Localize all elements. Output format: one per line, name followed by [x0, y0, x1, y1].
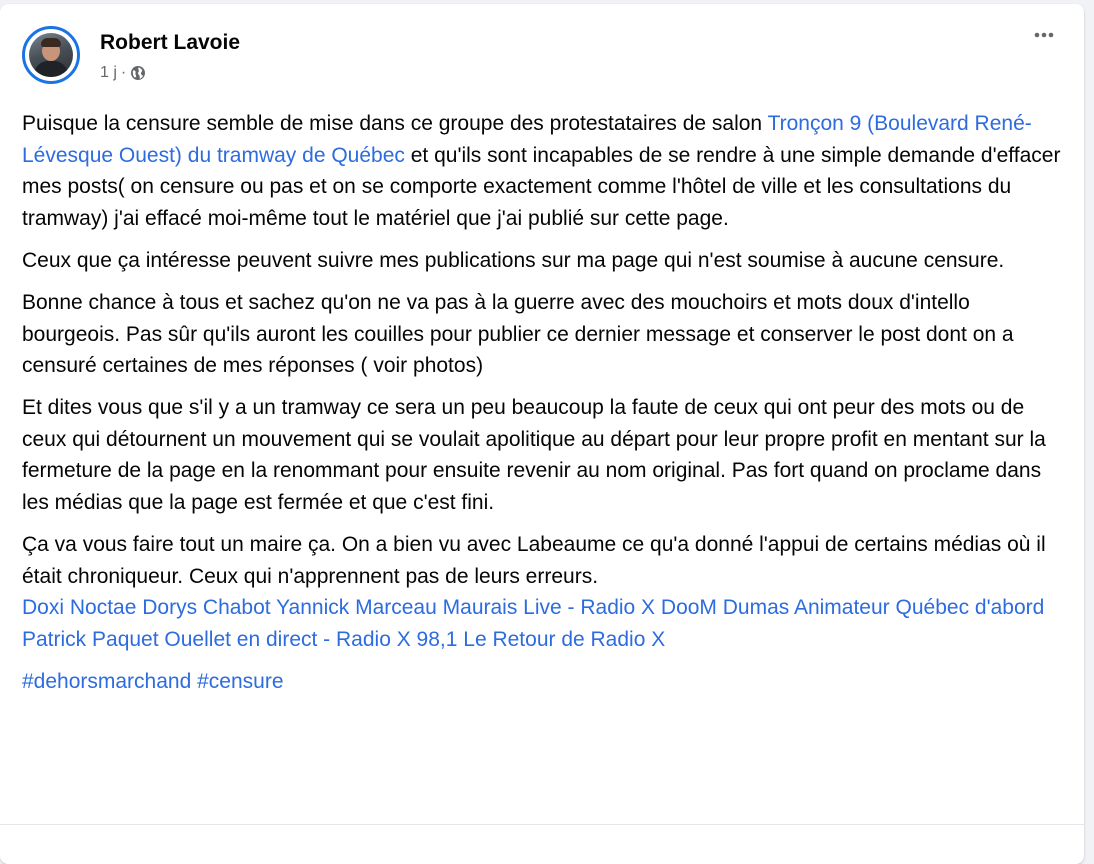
- mention-link[interactable]: Le Retour de Radio X: [463, 627, 666, 651]
- hashtag-link[interactable]: #dehorsmarchand: [22, 670, 192, 693]
- mention-link[interactable]: Dorys Chabot: [142, 596, 271, 620]
- post-header: [22, 26, 1062, 90]
- post-body: [22, 108, 1062, 708]
- author-name[interactable]: Robert Lavoie: [100, 31, 241, 54]
- mention-link[interactable]: Maurais Live - Radio X: [442, 596, 656, 620]
- paragraph-4: Et dites vous que s'il y a un tramway ce sera un peu beaucoup la faute de ceux qui ont peur des mots ou de ceux qui détournent un mouvement qui se voulait apolitique au départ pour leur propre profit en mentant sur la fermeture de la page en la renommant pour ensuite revenir au nom original. Pas fort quand on proclame dans les médias que la page est fermée et que c'est fini.: [22, 396, 1046, 515]
- post-meta: [100, 63, 146, 83]
- mention-link[interactable]: DooM Dumas Animateur: [660, 596, 890, 620]
- mention-link[interactable]: Ouellet en direct - Radio X 98,1: [164, 627, 458, 651]
- hashtag-link[interactable]: #censure: [197, 670, 284, 693]
- more-options-button[interactable]: [1026, 22, 1062, 48]
- more-horizontal-icon: [1034, 32, 1054, 38]
- mention-link[interactable]: Yannick Marceau: [276, 596, 437, 620]
- paragraph-2: Ceux que ça intéresse peuvent suivre mes publications sur ma page qui n'est soumise à aucune censure.: [22, 248, 1005, 272]
- mention-link[interactable]: Doxi Noctae: [22, 596, 137, 620]
- group-link[interactable]: Tronçon 9 (Boulevard René-Lévesque Ouest) du tramway de Québec: [22, 112, 1032, 167]
- globe-icon: [130, 63, 146, 83]
- paragraph-5: Ça va vous faire tout un maire ça. On a bien vu avec Labeaume ce qu'a donné l'appui de certains médias où il était chroniqueur. Ceux qui n'apprennent pas de leurs erreurs. Doxi Noctae Dorys Chabot Yannick Marceau Maurais Live - Radio X DooM Dumas Animateur Québec d'abord Patrick Paquet Ouellet en direct - Radio X 98,1 Le Retour de Radio X: [22, 533, 1046, 651]
- paragraph-1: Puisque la censure semble de mise dans ce groupe des protestataires de salon Tronçon 9 (Boulevard René-Lévesque Ouest) du tramway de Québec et qu'ils sont incapables de se rendre à une simple demande d'effacer mes posts( on censure ou pas et on se comporte exactement comme l'hôtel de ville et les consultations du tramway) j'ai effacé moi-même tout le matériel que j'ai publié sur cette page.: [22, 112, 1061, 230]
- mention-link[interactable]: Québec d'abord: [895, 596, 1045, 620]
- post-time[interactable]: 1 j: [100, 64, 117, 81]
- hashtags: [22, 666, 1062, 698]
- divider: [0, 824, 1084, 825]
- meta-separator: ·: [120, 64, 127, 81]
- mention-link[interactable]: Patrick Paquet: [22, 627, 159, 651]
- avatar-photo: [29, 33, 73, 77]
- paragraph-3: Bonne chance à tous et sachez qu'on ne va pas à la guerre avec des mouchoirs et mots doux d'intello bourgeois. Pas sûr qu'ils auront les couilles pour publier ce dernier message et conserver le post dont on a censuré certaines de mes réponses ( voir photos): [22, 290, 1014, 378]
- avatar[interactable]: [22, 26, 80, 84]
- post-card: [0, 4, 1084, 864]
